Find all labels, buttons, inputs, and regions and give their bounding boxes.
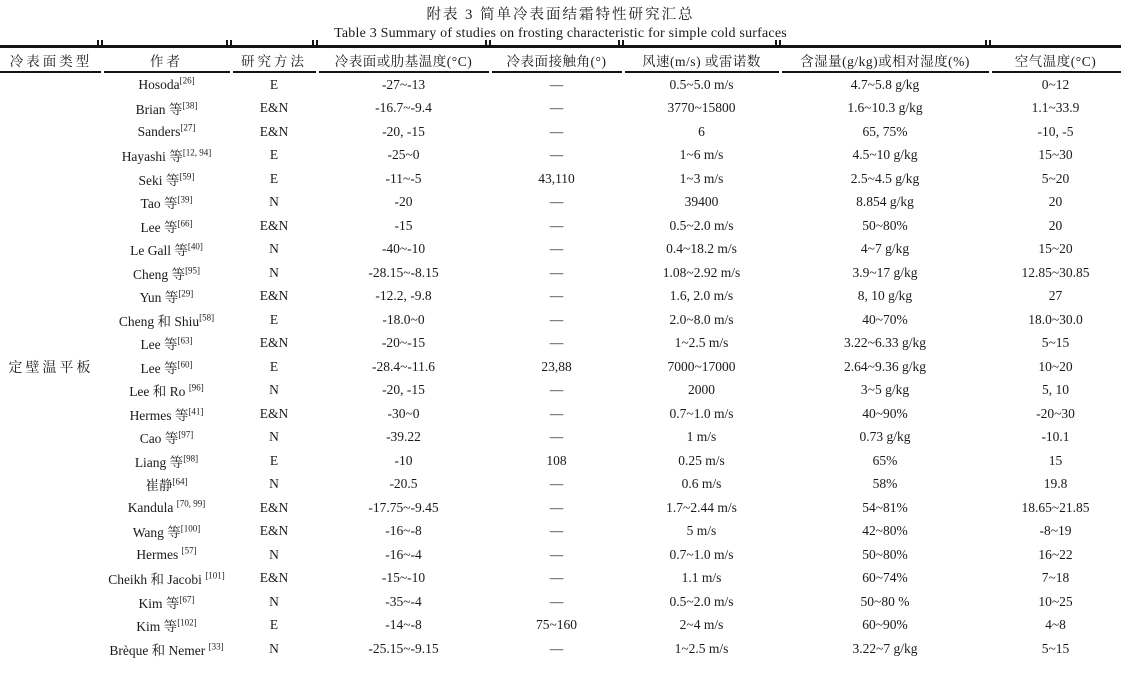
- table-row: [0, 167, 1121, 191]
- cell-method: N: [269, 241, 279, 257]
- cell-angle: 108: [546, 452, 567, 468]
- table-row: [0, 449, 1121, 473]
- table-row: [0, 261, 1121, 285]
- cell-method: E&N: [259, 523, 289, 539]
- table-row: [0, 637, 1121, 661]
- cell-wind: 0.7~1.0 m/s: [669, 405, 734, 421]
- author-name: Hermes 等: [129, 407, 189, 423]
- column-header-humidity: 含湿量(g/kg)或相对湿度(%): [780, 47, 990, 73]
- author-name: Kandula: [127, 499, 177, 515]
- cell-air: 18.65~21.85: [1021, 499, 1090, 515]
- column-header-author: 作者: [102, 47, 231, 73]
- column-header-angle: 冷表面接触角(°): [490, 47, 623, 73]
- cell-humidity: 4.7~5.8 g/kg: [850, 76, 920, 92]
- cell-wind: 1~2.5 m/s: [674, 335, 729, 351]
- cell-angle: —: [549, 382, 564, 398]
- cell-humidity: 4~7 g/kg: [860, 241, 910, 257]
- cell-humidity: 3~5 g/kg: [860, 382, 910, 398]
- cell-humidity: 65, 75%: [862, 123, 908, 139]
- cell-air: 10~25: [1038, 593, 1073, 609]
- cell-humidity: 50~80%: [862, 217, 908, 233]
- cell-wind: 0.7~1.0 m/s: [669, 546, 734, 562]
- cell-method: N: [269, 476, 279, 492]
- cell-method: E&N: [259, 335, 289, 351]
- cell-angle: —: [549, 429, 564, 445]
- cell-method: E&N: [259, 100, 289, 116]
- cell-temp: -12.2, -9.8: [375, 288, 432, 304]
- cell-author: [102, 238, 231, 262]
- column-header-air: 空气温度(°C): [990, 47, 1121, 73]
- cell-method: N: [269, 429, 279, 445]
- cell-author: [102, 214, 231, 238]
- table-row: [0, 332, 1121, 356]
- cell-wind: 7000~17000: [667, 358, 736, 374]
- table-row: [0, 238, 1121, 262]
- cell-angle: —: [549, 217, 564, 233]
- cell-air: 20: [1048, 194, 1063, 210]
- author-name: 崔静: [145, 478, 173, 494]
- cell-temp: -15~-10: [381, 570, 426, 586]
- cell-temp: -25.15~-9.15: [368, 640, 439, 656]
- author-name: Brèque 和 Nemer: [109, 642, 209, 658]
- cell-angle: —: [549, 499, 564, 515]
- cell-method: E: [269, 76, 279, 92]
- author-reference: [60]: [177, 359, 193, 370]
- author-reference: [64]: [172, 476, 188, 487]
- cell-surface-type: 定壁温平板: [8, 360, 94, 376]
- cell-air: 19.8: [1043, 476, 1068, 492]
- cell-humidity: 40~70%: [862, 311, 908, 327]
- cell-angle: —: [549, 593, 564, 609]
- cell-temp: -27~-13: [381, 76, 426, 92]
- cell-humidity: 8.854 g/kg: [856, 194, 914, 210]
- header-row: [0, 47, 1121, 73]
- cell-humidity: 3.9~17 g/kg: [852, 264, 918, 280]
- cell-temp: -14~-8: [385, 617, 422, 633]
- cell-method: N: [269, 640, 279, 656]
- table-row: [0, 402, 1121, 426]
- column-header-wind: 风速(m/s) 或雷诺数: [623, 47, 780, 73]
- cell-method: E&N: [259, 288, 289, 304]
- cell-method: E&N: [259, 217, 289, 233]
- author-reference: [102]: [177, 617, 197, 628]
- cell-air: 15: [1048, 452, 1063, 468]
- cell-method: E: [269, 311, 279, 327]
- cell-method: E: [269, 147, 279, 163]
- author-name: Cao 等: [139, 431, 179, 447]
- cell-method: E: [269, 358, 279, 374]
- cell-author: [102, 72, 231, 97]
- cell-angle: —: [549, 194, 564, 210]
- author-reference: [97]: [178, 429, 194, 440]
- cell-author: [102, 144, 231, 168]
- cell-author: [102, 355, 231, 379]
- cell-humidity: 4.5~10 g/kg: [852, 147, 918, 163]
- cell-author: [102, 332, 231, 356]
- author-reference: [33]: [208, 641, 224, 652]
- cell-air: 5~20: [1041, 170, 1070, 186]
- cell-air: 16~22: [1038, 546, 1073, 562]
- author-name: Cheng 等: [132, 266, 186, 282]
- author-name: Liang 等: [134, 454, 184, 470]
- table-row: [0, 496, 1121, 520]
- cell-angle: 75~160: [535, 617, 578, 633]
- cell-temp: -35~-4: [385, 593, 422, 609]
- author-reference: [63]: [177, 335, 193, 346]
- author-reference: [29]: [178, 288, 194, 299]
- cell-wind: 1~6 m/s: [679, 147, 724, 163]
- cell-air: 5~15: [1041, 640, 1070, 656]
- cell-temp: -20, -15: [382, 123, 425, 139]
- author-name: Le Gall 等: [130, 243, 188, 259]
- cell-wind: 0.4~18.2 m/s: [666, 241, 737, 257]
- cell-wind: 1~3 m/s: [679, 170, 724, 186]
- column-header-method: 研究方法: [231, 47, 317, 73]
- cell-humidity: 8, 10 g/kg: [857, 288, 913, 304]
- author-name: Kim 等: [136, 619, 178, 635]
- cell-method: E&N: [259, 123, 289, 139]
- cell-air: 5~15: [1041, 335, 1070, 351]
- table-row: [0, 543, 1121, 567]
- cell-angle: —: [549, 100, 564, 116]
- author-reference: [95]: [185, 265, 201, 276]
- cell-author: [102, 167, 231, 191]
- cell-method: N: [269, 382, 279, 398]
- cell-method: N: [269, 546, 279, 562]
- cell-angle: 23,88: [541, 358, 572, 374]
- cell-humidity: 1.6~10.3 g/kg: [847, 100, 923, 116]
- cell-wind: 1 m/s: [686, 429, 717, 445]
- cell-author: [102, 120, 231, 144]
- cell-author: [102, 473, 231, 497]
- table-row: [0, 379, 1121, 403]
- author-reference: [67]: [179, 594, 195, 605]
- cell-air: 0~12: [1041, 76, 1070, 92]
- author-reference: [98]: [183, 453, 199, 464]
- table-row: [0, 473, 1121, 497]
- cell-angle: —: [549, 476, 564, 492]
- author-reference: [58]: [199, 312, 215, 323]
- cell-method: N: [269, 264, 279, 280]
- cell-author: [102, 191, 231, 215]
- author-name: Seki 等: [138, 172, 180, 188]
- cell-wind: 1.6, 2.0 m/s: [669, 288, 734, 304]
- author-name: Wang 等: [132, 525, 181, 541]
- cell-air: 4~8: [1045, 617, 1066, 633]
- cell-author: [102, 590, 231, 614]
- cell-wind: 0.5~2.0 m/s: [669, 217, 734, 233]
- author-name: Hayashi 等: [121, 149, 183, 165]
- cell-wind: 0.5~2.0 m/s: [669, 593, 734, 609]
- cell-angle: —: [549, 241, 564, 257]
- cell-humidity: 50~80%: [862, 546, 908, 562]
- author-name: Brian 等: [135, 102, 183, 118]
- cell-angle: —: [549, 311, 564, 327]
- cell-temp: -20.5: [389, 476, 418, 492]
- cell-air: 15~30: [1038, 147, 1073, 163]
- author-name: Lee 等: [140, 337, 178, 353]
- cell-author: [102, 402, 231, 426]
- author-reference: [12, 94]: [182, 147, 212, 158]
- cell-wind: 0.6 m/s: [681, 476, 722, 492]
- cell-air: 5, 10: [1042, 382, 1069, 398]
- author-reference: [59]: [179, 171, 195, 182]
- cell-temp: -25~0: [387, 147, 420, 163]
- cell-author: [102, 97, 231, 121]
- author-reference: [26]: [179, 75, 195, 86]
- cell-angle: —: [549, 147, 564, 163]
- cell-method: E&N: [259, 405, 289, 421]
- cell-author: [102, 496, 231, 520]
- author-reference: [38]: [182, 100, 198, 111]
- author-reference: [57]: [181, 545, 197, 556]
- cell-wind: 3770~15800: [667, 100, 736, 116]
- cell-air: 18.0~30.0: [1028, 311, 1083, 327]
- cell-wind: 0.5~5.0 m/s: [669, 76, 734, 92]
- cell-air: -8~19: [1039, 523, 1072, 539]
- cell-humidity: 42~80%: [862, 523, 908, 539]
- cell-angle: —: [549, 264, 564, 280]
- cell-angle: —: [549, 335, 564, 351]
- author-reference: [101]: [205, 570, 225, 581]
- table-row: [0, 355, 1121, 379]
- cell-temp: -16~-8: [385, 523, 422, 539]
- author-name: Hermes: [136, 546, 182, 562]
- cell-temp: -39.22: [386, 429, 421, 445]
- cell-wind: 1~2.5 m/s: [674, 640, 729, 656]
- author-name: Hosoda: [138, 76, 180, 92]
- table-row: [0, 144, 1121, 168]
- author-name: Sanders: [137, 123, 181, 139]
- cell-air: 10~20: [1038, 358, 1073, 374]
- cell-humidity: 3.22~6.33 g/kg: [844, 335, 926, 351]
- cell-humidity: 0.73 g/kg: [859, 429, 911, 445]
- cell-humidity: 60~90%: [862, 617, 908, 633]
- cell-humidity: 60~74%: [862, 570, 908, 586]
- table-row: [0, 120, 1121, 144]
- cell-author: [102, 261, 231, 285]
- table-row: [0, 191, 1121, 215]
- cell-author: [102, 426, 231, 450]
- cell-air: -10, -5: [1037, 123, 1074, 139]
- cell-angle: —: [549, 123, 564, 139]
- cell-wind: 1.1 m/s: [681, 570, 722, 586]
- author-name: Kim 等: [138, 595, 180, 611]
- cell-wind: 6: [698, 123, 705, 139]
- author-reference: [27]: [180, 122, 196, 133]
- cell-humidity: 58%: [872, 476, 898, 492]
- cell-method: E&N: [259, 570, 289, 586]
- author-reference: [70, 99]: [176, 498, 206, 509]
- cell-humidity: 40~90%: [862, 405, 908, 421]
- cell-humidity: 65%: [872, 452, 898, 468]
- table-row: [0, 214, 1121, 238]
- cell-temp: -20, -15: [382, 382, 425, 398]
- author-reference: [40]: [187, 241, 203, 252]
- cell-author: [102, 520, 231, 544]
- cell-temp: -16~-4: [385, 546, 422, 562]
- cell-air: -10.1: [1041, 429, 1070, 445]
- cell-author: [102, 543, 231, 567]
- author-name: Tao 等: [140, 196, 178, 212]
- cell-wind: 1.7~2.44 m/s: [666, 499, 737, 515]
- cell-angle: —: [549, 405, 564, 421]
- cell-wind: 1.08~2.92 m/s: [662, 264, 741, 280]
- cell-author: [102, 285, 231, 309]
- cell-angle: —: [549, 523, 564, 539]
- table-row: [0, 614, 1121, 638]
- cell-wind: 2000: [688, 382, 715, 398]
- author-reference: [66]: [177, 218, 193, 229]
- cell-air: -20~30: [1036, 405, 1075, 421]
- cell-author: [102, 567, 231, 591]
- cell-humidity: 54~81%: [862, 499, 908, 515]
- cell-method: E: [269, 617, 279, 633]
- cell-air: 20: [1048, 217, 1063, 233]
- cell-wind: 2~4 m/s: [679, 617, 724, 633]
- table-body: [0, 72, 1121, 661]
- cell-air: 15~20: [1038, 241, 1073, 257]
- cell-humidity: 50~80 %: [860, 593, 910, 609]
- cell-temp: -17.75~-9.45: [368, 499, 439, 515]
- cell-temp: -30~0: [387, 405, 420, 421]
- table-row: [0, 520, 1121, 544]
- cell-author: [102, 614, 231, 638]
- cell-air: 12.85~30.85: [1021, 264, 1090, 280]
- column-header-type: 冷表面类型: [0, 47, 102, 73]
- cell-temp: -16.7~-9.4: [375, 100, 432, 116]
- cell-method: N: [269, 194, 279, 210]
- cell-method: N: [269, 593, 279, 609]
- cell-angle: —: [549, 570, 564, 586]
- table-row: [0, 308, 1121, 332]
- cell-method: E: [269, 170, 279, 186]
- cell-temp: -40~-10: [381, 241, 426, 257]
- column-header-temp: 冷表面或肋基温度(°C): [317, 47, 490, 73]
- cell-air: 27: [1048, 288, 1063, 304]
- cell-author: [102, 449, 231, 473]
- cell-temp: -20: [394, 194, 413, 210]
- cell-wind: 5 m/s: [686, 523, 717, 539]
- author-name: Lee 等: [140, 219, 178, 235]
- frosting-summary-table: [0, 45, 1121, 661]
- cell-humidity: 2.64~9.36 g/kg: [844, 358, 926, 374]
- cell-method: E&N: [259, 499, 289, 515]
- table-title-zh: 附表 3 简单冷表面结霜特性研究汇总: [426, 7, 695, 23]
- table-row: [0, 426, 1121, 450]
- cell-method: E: [269, 452, 279, 468]
- cell-angle: 43,110: [538, 170, 575, 186]
- cell-wind: 39400: [684, 194, 719, 210]
- cell-angle: —: [549, 288, 564, 304]
- cell-air: 1.1~33.9: [1031, 100, 1080, 116]
- author-name: Cheikh 和 Jacobi: [108, 572, 206, 588]
- cell-temp: -11~-5: [385, 170, 422, 186]
- cell-temp: -20~-15: [381, 335, 426, 351]
- cell-author: [102, 637, 231, 661]
- cell-humidity: 2.5~4.5 g/kg: [850, 170, 920, 186]
- table-row: [0, 590, 1121, 614]
- author-reference: [96]: [188, 382, 204, 393]
- cell-air: 7~18: [1041, 570, 1070, 586]
- table-row: [0, 97, 1121, 121]
- author-name: Yun 等: [139, 290, 179, 306]
- cell-temp: -10: [394, 452, 413, 468]
- author-name: Lee 等: [140, 360, 178, 376]
- cell-wind: 2.0~8.0 m/s: [669, 311, 734, 327]
- cell-humidity: 3.22~7 g/kg: [852, 640, 918, 656]
- table-row: [0, 567, 1121, 591]
- author-reference: [100]: [180, 523, 201, 534]
- cell-wind: 0.25 m/s: [678, 452, 725, 468]
- author-reference: [39]: [177, 194, 193, 205]
- cell-temp: -15: [394, 217, 413, 233]
- table-row: [0, 72, 1121, 97]
- author-name: Cheng 和 Shiu: [118, 313, 200, 329]
- author-reference: [41]: [188, 406, 204, 417]
- cell-angle: —: [549, 546, 564, 562]
- table-row: [0, 285, 1121, 309]
- table-title-en: Table 3 Summary of studies on frosting characteristic for simple cold surfaces: [334, 26, 787, 41]
- cell-angle: —: [549, 640, 564, 656]
- cell-angle: —: [549, 76, 564, 92]
- author-name: Lee 和 Ro: [129, 384, 189, 400]
- cell-author: [102, 308, 231, 332]
- cell-temp: -28.4~-11.6: [371, 358, 436, 374]
- cell-author: [102, 379, 231, 403]
- cell-temp: -28.15~-8.15: [368, 264, 439, 280]
- cell-temp: -18.0~0: [382, 311, 425, 327]
